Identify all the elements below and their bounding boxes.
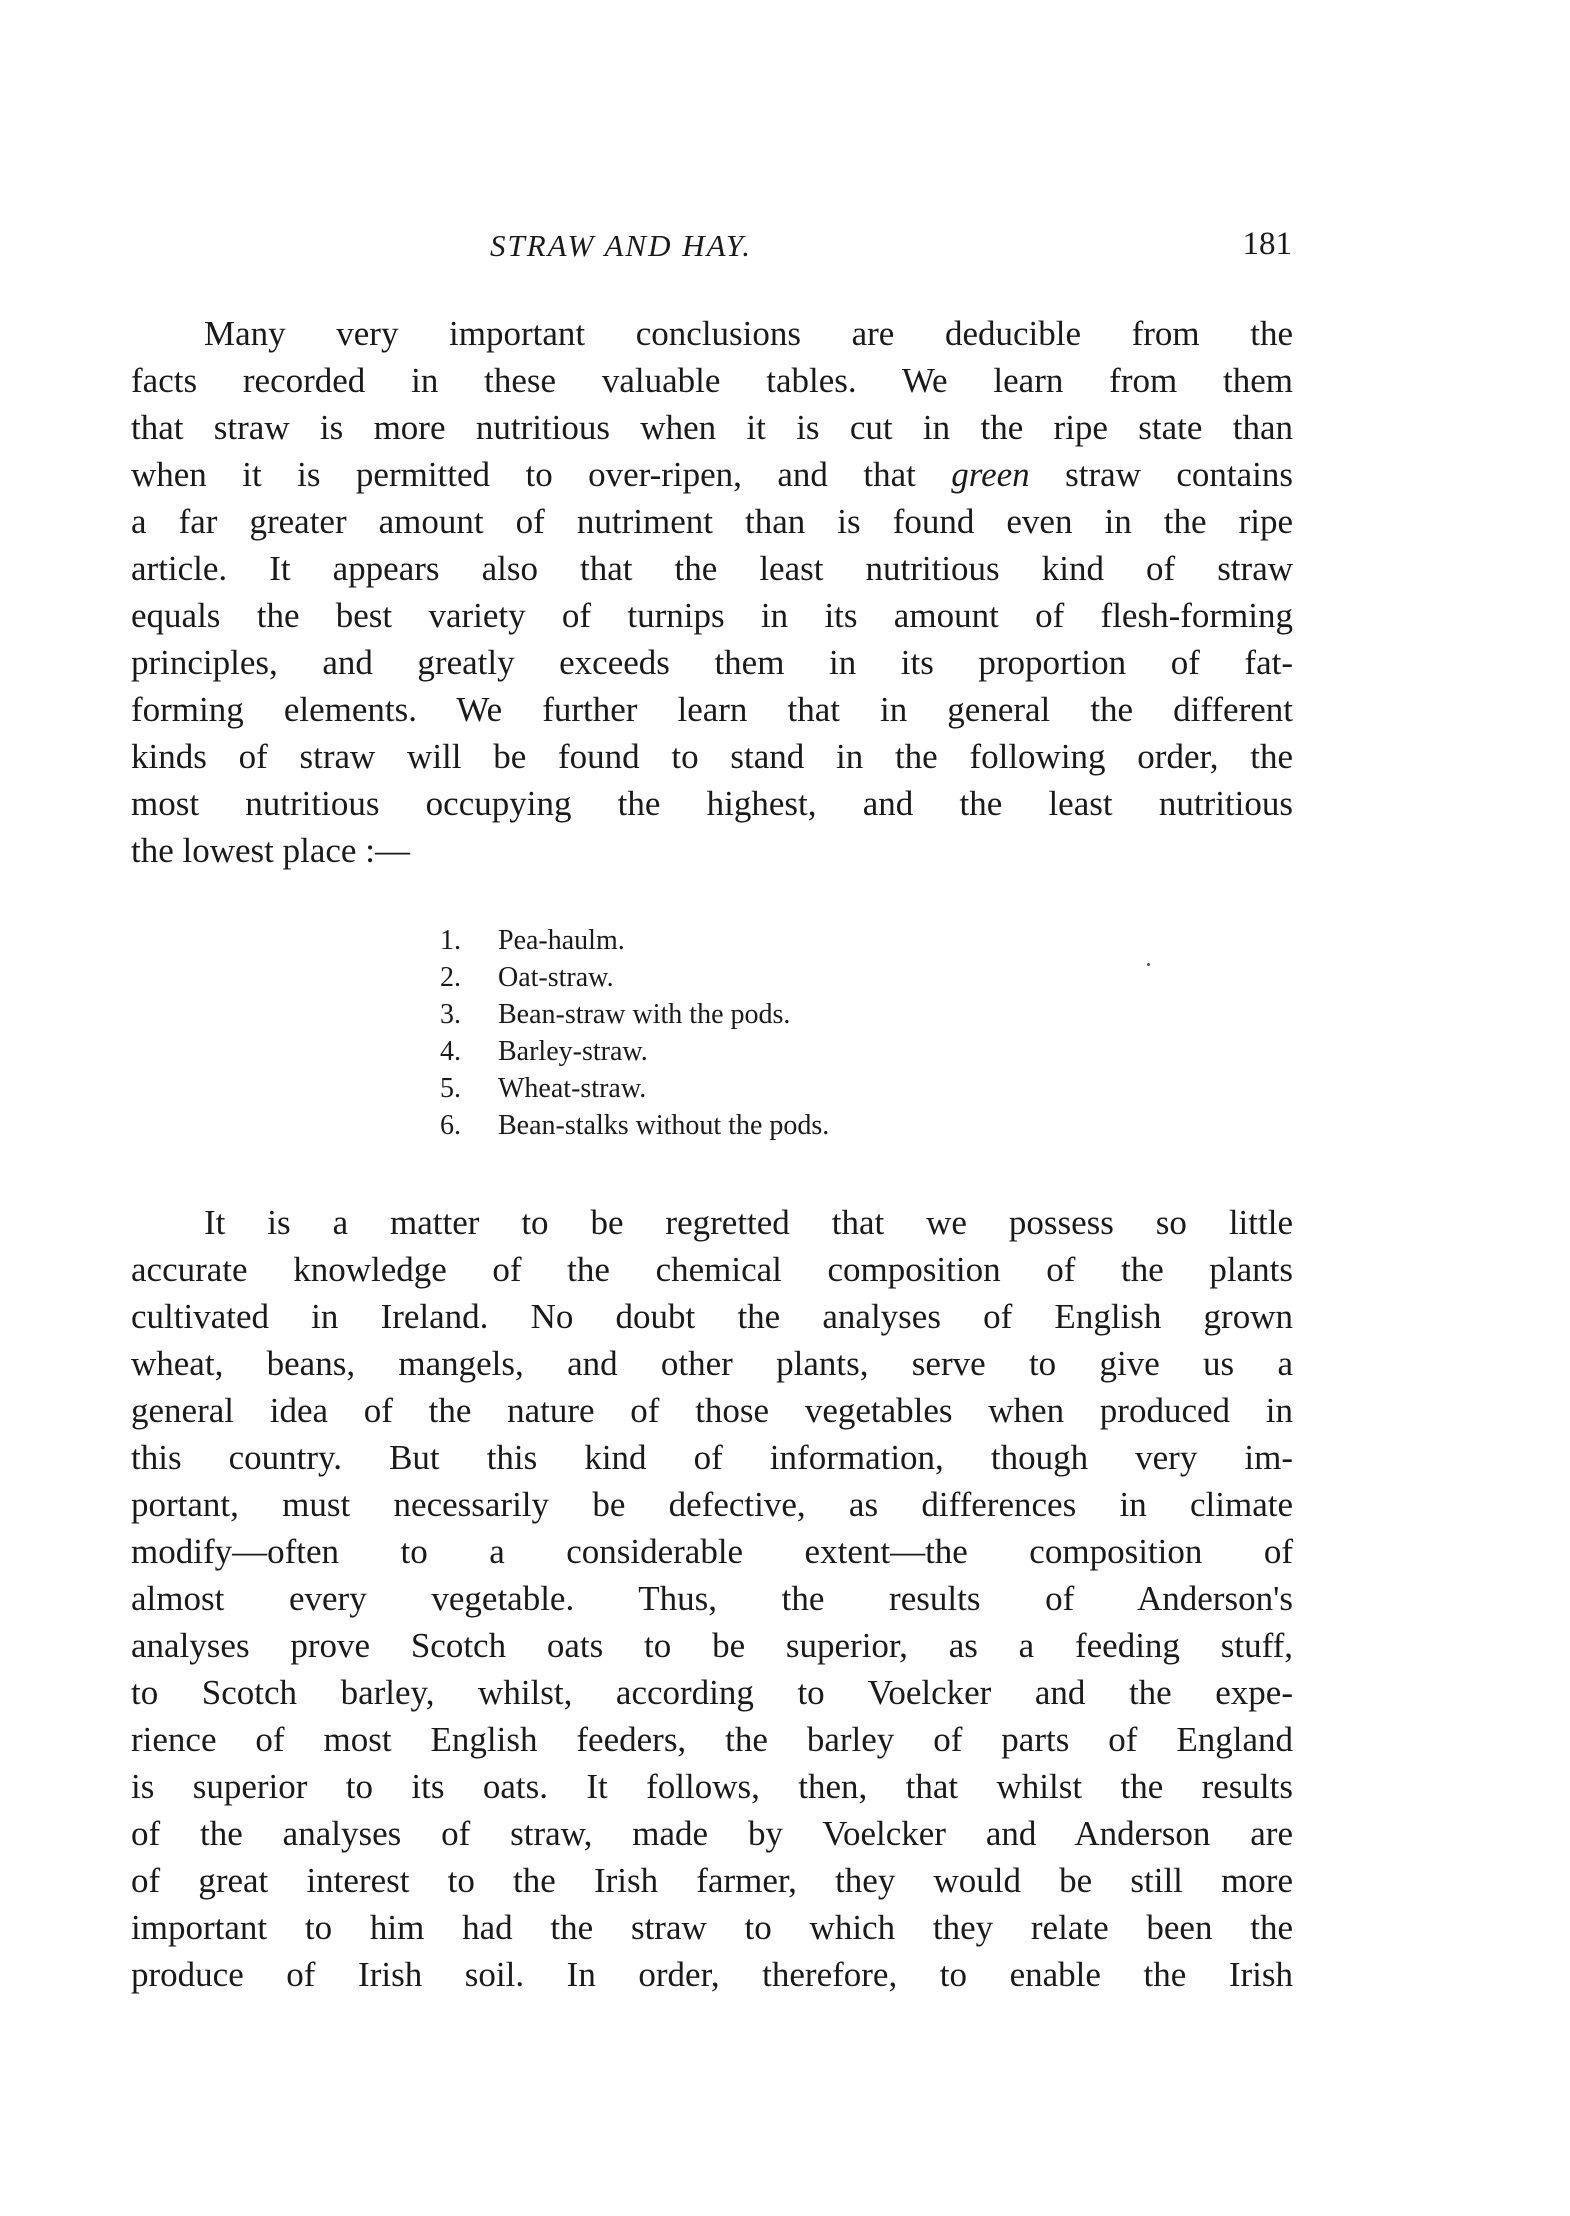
text-line: cultivated in Ireland. No doubt the analyses of English grown <box>131 1297 1293 1336</box>
text-line: principles, and greatly exceeds them in its proportion of fat- <box>131 643 1293 682</box>
list-number: 4. <box>440 1036 461 1067</box>
list-number: 5. <box>440 1073 461 1104</box>
running-head: STRAW AND HAY. <box>490 228 752 263</box>
text-line: equals the best variety of turnips in its amount of flesh-forming <box>131 596 1293 635</box>
scan-speck <box>1147 963 1150 966</box>
text-line: to Scotch barley, whilst, according to Voelcker and the expe- <box>131 1673 1293 1712</box>
list-item <box>440 1033 829 1070</box>
text-line: article. It appears also that the least nutritious kind of straw <box>131 549 1293 588</box>
page-number: 181 <box>1242 226 1292 262</box>
text-line: general idea of the nature of those vegetables when produced in <box>131 1391 1293 1430</box>
italic-word: green <box>951 455 1030 494</box>
text-line: forming elements. We further learn that in general the different <box>131 690 1293 729</box>
text-line: important to him had the straw to which they relate been the <box>131 1908 1293 1947</box>
list-number: 2. <box>440 962 461 993</box>
paragraph-irish-plants <box>131 1199 1293 1998</box>
list-number: 1. <box>440 925 461 956</box>
text-line: produce of Irish soil. In order, therefore, to enable the Irish <box>131 1955 1293 1994</box>
text-line: accurate knowledge of the chemical composition of the plants <box>131 1250 1293 1289</box>
text-line: the lowest place :— <box>131 831 410 870</box>
list-number: 6. <box>440 1110 461 1141</box>
text-line: is superior to its oats. It follows, then, that whilst the results <box>131 1767 1293 1806</box>
text-line: a far greater amount of nutriment than is found even in the ripe <box>131 502 1293 541</box>
text-line: facts recorded in these valuable tables. We learn from them <box>131 361 1293 400</box>
list-number: 3. <box>440 999 461 1030</box>
text-line: portant, must necessarily be defective, as differences in climate <box>131 1485 1293 1524</box>
text-line: Many very important conclusions are deducible from the <box>204 314 1293 353</box>
list-text: Barley-straw. <box>498 1036 648 1067</box>
list-item <box>440 959 829 996</box>
list-text: Bean-stalks without the pods. <box>498 1110 830 1141</box>
text-line: that straw is more nutritious when it is cut in the ripe state than <box>131 408 1293 447</box>
list-text: Oat-straw. <box>498 962 614 993</box>
text-line <box>131 451 1293 498</box>
text-line: kinds of straw will be found to stand in the following order, the <box>131 737 1293 776</box>
text-line: analyses prove Scotch oats to be superior, as a feeding stuff, <box>131 1626 1293 1665</box>
list-item <box>440 1070 829 1107</box>
text-line: modify—often to a considerable extent—the composition of <box>131 1532 1293 1571</box>
text-segment: when it is permitted to over-ripen, and that <box>131 455 952 494</box>
text-line: most nutritious occupying the highest, and the least nutritious <box>131 784 1293 823</box>
text-line: wheat, beans, mangels, and other plants, serve to give us a <box>131 1344 1293 1383</box>
list-text: Bean-straw with the pods. <box>498 999 791 1030</box>
list-item <box>440 1107 829 1144</box>
straw-ranking-list <box>440 922 829 1144</box>
text-line: of great interest to the Irish farmer, they would be still more <box>131 1861 1293 1900</box>
list-item <box>440 996 829 1033</box>
list-text: Pea-haulm. <box>498 925 625 956</box>
text-line: of the analyses of straw, made by Voelcker and Anderson are <box>131 1814 1293 1853</box>
paragraph-conclusions <box>131 310 1293 874</box>
list-item <box>440 922 829 959</box>
list-text: Wheat-straw. <box>498 1073 647 1104</box>
text-line: rience of most English feeders, the barley of parts of England <box>131 1720 1293 1759</box>
text-line: It is a matter to be regretted that we possess so little <box>204 1203 1293 1242</box>
text-line: this country. But this kind of information, though very im- <box>131 1438 1293 1477</box>
text-line: almost every vegetable. Thus, the results of Anderson's <box>131 1579 1293 1618</box>
text-segment: straw contains <box>1029 455 1293 494</box>
